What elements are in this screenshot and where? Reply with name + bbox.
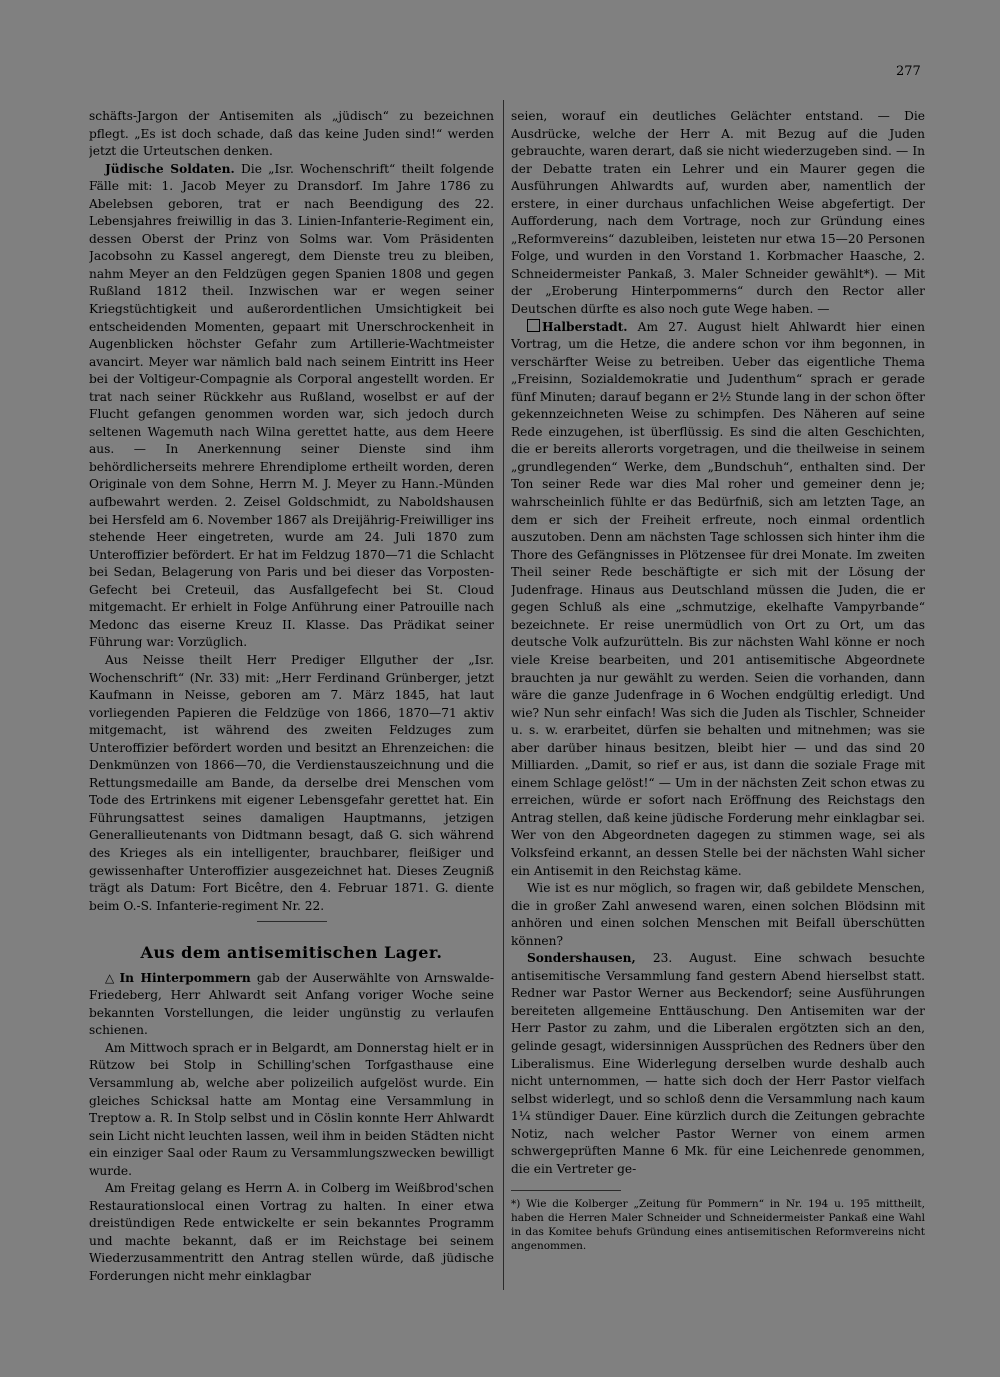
left-paragraph-1: schäfts-Jargon der Antisemiten als „jüdisch“ zu bezeichnen pflegt. „Es ist doch schade, daß das keine Juden sind!“ werden jetzt die Urteutschen denken. <box>89 109 494 159</box>
right-paragraph-halberstadt <box>511 319 925 881</box>
right-paragraph-sondershausen <box>511 950 925 1178</box>
left-paragraph-freitag: Am Freitag gelang es Herrn A. in Colberg im Weißbrod'schen Restaurationslocal einen Vortrag zu halten. In einer etwa dreistündigen Rede entwickelte er sein bekanntes Programm und machte bekannt, daß er im Reichstage bei seinem Wiederzusammentritt den Antrag stellen würde, daß jüdische Forderungen nicht mehr einklagbar <box>89 1181 494 1283</box>
page-number: 277 <box>896 64 921 79</box>
heading-halberstadt: Halberstadt. <box>542 319 628 334</box>
right-paragraph-question: Wie ist es nur möglich, so fragen wir, daß gebildete Menschen, die in großer Zahl anwesend waren, einen solchen Blödsinn mit anhören und einen solchen Menschen mit Beifall überschütten können? <box>511 881 925 948</box>
column-divider <box>503 100 504 1290</box>
box-marker-icon <box>527 319 540 332</box>
right-paragraph-1: seien, worauf ein deutliches Gelächter entstand. — Die Ausdrücke, welche der Herr A. mit Bezug auf die Juden gebrauchte, waren derart, daß sie nicht wiederzugeben sind. — In der Debatte traten ein Lehrer und ein Maurer gegen die Ausführungen Ahlwardts auf, wurden aber, namentlich der erstere, in einer durchaus unfachlichen Weise abgefertigt. Der Aufforderung, nach dem Vortrage, noch zur Gründung eines „Reformvereins“ dazubleiben, leisteten nur etwa 15—20 Personen Folge, und wurden in den Vorstand 1. Korbmacher Haasche, 2. Schneidermeister Pankaß, 3. Maler Schneider gewählt*). — Mit der „Eroberung Hinterpommerns“ durch den Rector aller Deutschen dürfte es also noch gute Wege haben. — <box>511 109 925 317</box>
triangle-icon: △ <box>105 970 117 985</box>
heading-juedische-soldaten: Jüdische Soldaten. <box>105 161 235 176</box>
heading-hinterpommern: In Hinterpommern <box>119 970 251 985</box>
section-heading: Aus dem antisemitischen Lager. <box>140 943 443 963</box>
hinterpommern-text: gab der Auserwählte von Arnswalde-Friedeberg, Herr Ahlwardt seit Anfang voriger Woche seine bekannten Vorstellungen, die leider ungünstig zu verlaufen schienen. <box>89 970 494 1038</box>
sondershausen-text: 23. August. Eine schwach besuchte antisemitische Versammlung fand gestern Abend hierselbst statt. Redner war Pastor Werner aus Beckendorf; seine Ausführungen bereiteten allgemeine Enttäuschung. Den Antisemiten war der Herr Pastor zu zahm, und die Liberalen ergötzten sich an den, gelinde gesagt, widersinnigen Aussprüchen des Redners über den Liberalismus. Eine Widerlegung derselben wurde deshalb auch nicht unternommen, — hatte sich doch der Herr Pastor vielfach selbst widerlegt, und so schloß denn die Versammlung nach kaum 1¼ stündiger Dauer. Eine kürzlich durch die Zeitungen gebrachte Notiz, nach welcher Pastor Werner von einem armen schwergeprüften Manne 6 Mk. für eine Leichenrede genommen, die ein Vertreter ge- <box>511 951 925 1176</box>
left-paragraph-neisse: Aus Neisse theilt Herr Prediger Ellguther der „Isr. Wochenschrift“ (Nr. 33) mit: „Herr Ferdinand Grünberger, jetzt Kaufmann in Neisse, geboren am 7. März 1845, hat laut vorliegenden Papieren die Feldzüge von 1866, 1870—71 aktiv mitgemacht, ist während des zweiten Feldzuges zum Unteroffizier befördert worden und besitzt an Ehrenzeichen: die Denkmünzen von 1866—70, die Verdienstauszeichnung und die Rettungsmedaille am Bande, da derselbe drei Menschen vom Tode des Ertrinkens mit eigener Lebensgefahr gerettet hat. Ein Führungsattest seines damaligen Hauptmanns, jetzigen Generallieutenants von Didtmann besagt, daß G. sich während des Krieges als ein intelligenter, brauchbarer, fleißiger und gewissenhafter Unteroffizier ausgezeichnet hat. Dieses Zeugniß trägt als Datum: Fort Bicêtre, den 4. Februar 1871. G. diente beim O.-S. Infanterie-regiment Nr. 22. <box>89 652 494 913</box>
left-paragraph-soldiers <box>89 161 494 652</box>
heading-sondershausen: Sondershausen, <box>527 951 636 966</box>
left-column <box>89 108 494 1348</box>
footnote-divider <box>511 1190 621 1191</box>
soldiers-text: Die „Isr. Wochenschrift“ theilt folgende Fälle mit: 1. Jacob Meyer zu Dransdorf. Im Jahre 1786 zu Abelebsen geboren, trat er nach Beendigung des 22. Lebensjahres freiwillig in das 3. Linien-Infanterie-Regiment ein, dessen Oberst der Prinz von Solms war. Vom Präsidenten Jacobsohn zu Kassel angeregt, dem Dienste treu zu bleiben, nahm Meyer an den Feldzügen gegen Spanien 1808 und gegen Rußland 1812 theil. Inzwischen war er wegen seiner Kriegstüchtigkeit und außerordentlichen Umsichtigkeit bei entscheidenden Momenten, gepaart mit Unerschrockenheit in Augenblicken höchster Gefahr zum Artillerie-Wachtmeister avancirt. Meyer war nämlich bald nach seinem Eintritt ins Heer bei der Voltigeur-Compagnie als Corporal angestellt worden. Er trat nach seiner Rückkehr aus Rußland, woselbst er auf der Flucht gefangen genommen worden war, sich jedoch durch seltenen Wagemuth nach Wilna gerettet hatte, aus dem Heere aus. — In Anerkennung seiner Dienste sind ihm behördlicherseits mehrere Ehrendiplome ertheilt worden, deren Originale von dem Sohne, Herrn M. J. Meyer zu Hann.-Münden aufbewahrt werden. 2. Zeisel Goldschmidt, zu Naboldshausen bei Hersfeld am 6. November 1867 als Dreijährig-Freiwilliger ins stehende Heer eingetreten, wurde am 24. Juli 1870 zum Unteroffizier befördert. Er hat im Feldzug 1870—71 die Schlacht bei Sedan, Belagerung von Paris und bei dieser das Vorposten-Gefecht bei Creteuil, das Ausfallgefecht bei St. Cloud mitgemacht. Er erhielt in Folge Anführung einer Patrouille nach Medonc das eiserne Kreuz II. Klasse. Das Prädikat seiner Führung war: Vorzüglich. <box>89 161 494 650</box>
section-divider <box>257 921 327 922</box>
right-column <box>511 108 925 1348</box>
halberstadt-text: Am 27. August hielt Ahlwardt hier einen Vortrag, um die Hetze, die andere schon vor ihm begonnen, in verschärfter Weise zu betreiben. Ueber das eigentliche Thema „Freisinn, Sozialdemokratie und Judenthum“ sprach er gerade fünf Minuten; darauf begann er 2½ Stunde lang in der schon öfter gekennzeichneten Weise zu schimpfen. Des Näheren auf seine Rede einzugehen, ist überflüssig. Es sind die alten Geschichten, die er bereits allerorts vorgetragen, und die theilweise in seinem „grundlegenden“ Werke, dem „Bundschuh“, enthalten sind. Der Ton seiner Rede war dies Mal roher und gemeiner denn je; wahrscheinlich fühlte er das Bedürfniß, sich am letzten Tage, an dem er sich der Freiheit erfreute, noch einmal ordentlich auszutoben. Denn am nächsten Tage schlossen sich hinter ihm die Thore des Gefängnisses in Plötzensee für drei Monate. Im zweiten Theil seiner Rede beschäftigte er sich mit der Lösung der Judenfrage. Hinaus aus Deutschland müssen die Juden, die er gegen Schluß als eine „schmutzige, ekelhafte Vampyrbande“ bezeichnete. Er reise unermüdlich von Ort zu Ort, um das deutsche Volk aufzurütteln. Bis zur nächsten Wahl könne er noch viele Kreise bearbeiten, und 201 antisemitische Abgeordnete brauchten ja nur gewählt zu werden. Seien die vorhanden, dann wäre die ganze Judenfrage in 6 Wochen endgültig erledigt. Und wie? Nun sehr einfach! Was sich die Juden als Tischler, Schneider u. s. w. erarbeitet, dürfen sie behalten und mitnehmen; was sie aber darüber hinaus besitzen, bleibt hier — und das sind 20 Milliarden. „Damit, so rief er aus, ist dann die soziale Frage mit einem Schlage gelöst!“ — Um in der nächsten Zeit schon etwas zu erreichen, würde er sofort nach Eröffnung des Reichstags den Antrag stellen, daß keine jüdische Forderung mehr einklagbar sei. Wer von den Abgeordneten dagegen zu stimmen wage, sei als Volksfeind erkannt, an dessen Stelle bei der nächsten Wahl sicher ein Antisemit in den Reichstag käme. <box>511 319 925 878</box>
footnote: *) Wie die Kolberger „Zeitung für Pommern“ in Nr. 194 u. 195 mittheilt, haben die Herren Maler Schneider und Schneidermeister Pankaß eine Wahl in das Komitee behufs Gründung eines antisemitischen Reformvereins nicht angenommen. <box>511 1198 925 1253</box>
left-paragraph-hinterpommern <box>89 970 494 1040</box>
left-paragraph-mittwoch: Am Mittwoch sprach er in Belgardt, am Donnerstag hielt er in Rützow bei Stolp in Schilling'schen Torfgasthause eine Versammlung ab, welche aber polizeilich aufgelöst wurde. Ein gleiches Schicksal hatte am Montag eine Versammlung in Treptow a. R. In Stolp selbst und in Cöslin konnte Herr Ahlwardt sein Licht nicht leuchten lassen, weil ihm in beiden Städten nicht ein einziger Saal oder Raum zu Versammlungszwecken bewilligt wurde. <box>89 1040 494 1178</box>
